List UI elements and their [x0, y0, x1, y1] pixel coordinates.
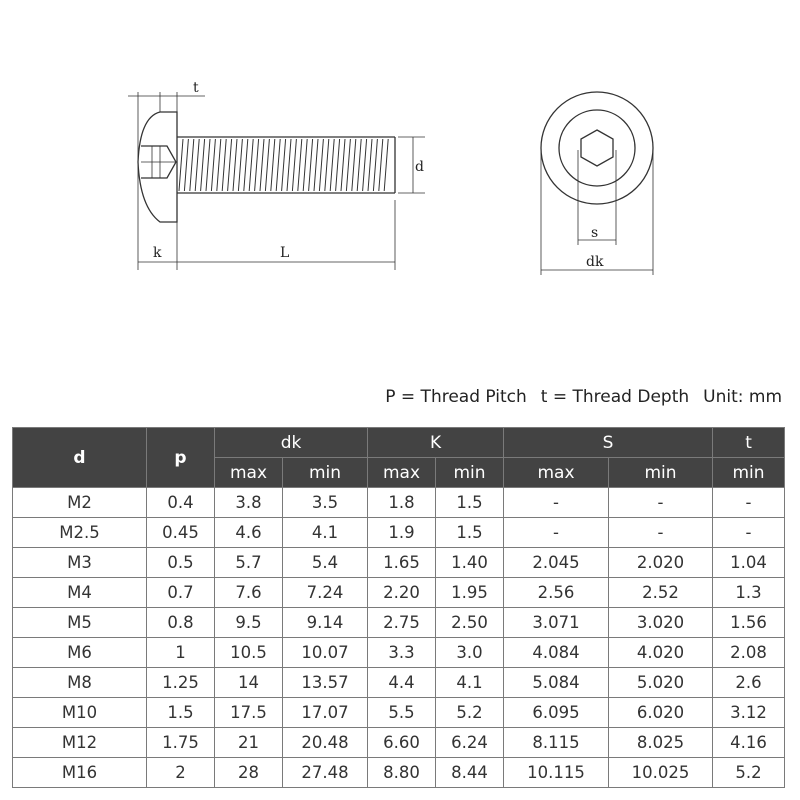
- head-outer-circle: [541, 92, 653, 204]
- value-cell: 3.020: [609, 608, 713, 638]
- header-d: d: [13, 428, 147, 488]
- table-row: [13, 488, 785, 518]
- value-cell: 2.50: [436, 608, 504, 638]
- value-cell: 4.1: [436, 668, 504, 698]
- value-cell: 0.8: [147, 608, 215, 638]
- value-cell: 5.2: [713, 758, 785, 788]
- value-cell: 20.48: [283, 728, 368, 758]
- value-cell: 4.6: [215, 518, 283, 548]
- value-cell: 5.020: [609, 668, 713, 698]
- value-cell: -: [713, 518, 785, 548]
- value-cell: 0.45: [147, 518, 215, 548]
- value-cell: 3.3: [368, 638, 436, 668]
- value-cell: 1.40: [436, 548, 504, 578]
- value-cell: 6.24: [436, 728, 504, 758]
- value-cell: 5.7: [215, 548, 283, 578]
- value-cell: 1.9: [368, 518, 436, 548]
- size-cell: M12: [13, 728, 147, 758]
- value-cell: 5.2: [436, 698, 504, 728]
- hex-socket: [581, 130, 613, 166]
- value-cell: 4.1: [283, 518, 368, 548]
- value-cell: -: [609, 488, 713, 518]
- value-cell: 2.52: [609, 578, 713, 608]
- legend-depth: t = Thread Depth: [540, 387, 690, 407]
- spec-table: [12, 427, 785, 788]
- dim-label-t: t: [193, 80, 199, 96]
- dim-label-k: k: [153, 245, 162, 261]
- size-cell: M2.5: [13, 518, 147, 548]
- value-cell: 1.25: [147, 668, 215, 698]
- value-cell: 5.084: [504, 668, 609, 698]
- value-cell: 10.07: [283, 638, 368, 668]
- value-cell: 2.6: [713, 668, 785, 698]
- value-cell: 1.3: [713, 578, 785, 608]
- value-cell: 2.08: [713, 638, 785, 668]
- table-row: [13, 698, 785, 728]
- thread-lines: [179, 139, 388, 191]
- value-cell: 6.60: [368, 728, 436, 758]
- value-cell: 1.56: [713, 608, 785, 638]
- table-row: [13, 758, 785, 788]
- value-cell: -: [504, 518, 609, 548]
- value-cell: 7.24: [283, 578, 368, 608]
- value-cell: 1.5: [436, 488, 504, 518]
- value-cell: 0.5: [147, 548, 215, 578]
- subheader: max: [215, 458, 283, 488]
- screw-technical-drawing: [0, 0, 800, 320]
- value-cell: 2.020: [609, 548, 713, 578]
- value-cell: 7.6: [215, 578, 283, 608]
- table-row: [13, 638, 785, 668]
- value-cell: 5.4: [283, 548, 368, 578]
- legend: [385, 387, 782, 407]
- value-cell: 6.095: [504, 698, 609, 728]
- value-cell: 17.5: [215, 698, 283, 728]
- subheader: max: [368, 458, 436, 488]
- value-cell: 10.115: [504, 758, 609, 788]
- size-cell: M16: [13, 758, 147, 788]
- table-row: [13, 668, 785, 698]
- value-cell: 0.7: [147, 578, 215, 608]
- dim-label-L: L: [280, 245, 290, 261]
- header-p: p: [147, 428, 215, 488]
- size-cell: M4: [13, 578, 147, 608]
- value-cell: 4.020: [609, 638, 713, 668]
- value-cell: 8.115: [504, 728, 609, 758]
- legend-unit: Unit: mm: [703, 387, 782, 407]
- size-cell: M2: [13, 488, 147, 518]
- subheader: max: [504, 458, 609, 488]
- header-s: S: [504, 428, 713, 458]
- value-cell: 2.75: [368, 608, 436, 638]
- table-row: [13, 578, 785, 608]
- value-cell: 4.4: [368, 668, 436, 698]
- size-cell: M3: [13, 548, 147, 578]
- screw-head-dome: [138, 112, 177, 222]
- value-cell: 8.025: [609, 728, 713, 758]
- value-cell: 8.44: [436, 758, 504, 788]
- value-cell: 9.14: [283, 608, 368, 638]
- value-cell: 10.025: [609, 758, 713, 788]
- value-cell: 4.084: [504, 638, 609, 668]
- dim-label-dk: dk: [586, 254, 604, 270]
- size-cell: M6: [13, 638, 147, 668]
- value-cell: 28: [215, 758, 283, 788]
- value-cell: -: [713, 488, 785, 518]
- value-cell: 1.75: [147, 728, 215, 758]
- subheader: min: [713, 458, 785, 488]
- value-cell: 3.8: [215, 488, 283, 518]
- value-cell: 14: [215, 668, 283, 698]
- head-inner-circle: [559, 110, 635, 186]
- size-cell: M10: [13, 698, 147, 728]
- subheader: min: [609, 458, 713, 488]
- value-cell: 2.045: [504, 548, 609, 578]
- value-cell: 27.48: [283, 758, 368, 788]
- header-dk: dk: [215, 428, 368, 458]
- value-cell: 10.5: [215, 638, 283, 668]
- value-cell: 1: [147, 638, 215, 668]
- value-cell: -: [504, 488, 609, 518]
- header-t: t: [713, 428, 785, 458]
- value-cell: 0.4: [147, 488, 215, 518]
- subheader: min: [283, 458, 368, 488]
- size-cell: M8: [13, 668, 147, 698]
- value-cell: 1.04: [713, 548, 785, 578]
- subheader: min: [436, 458, 504, 488]
- dim-label-s: s: [591, 225, 599, 241]
- value-cell: 4.16: [713, 728, 785, 758]
- value-cell: 8.80: [368, 758, 436, 788]
- table-row: [13, 548, 785, 578]
- value-cell: 2.56: [504, 578, 609, 608]
- legend-pitch: P = Thread Pitch: [385, 387, 527, 407]
- value-cell: 9.5: [215, 608, 283, 638]
- value-cell: 1.65: [368, 548, 436, 578]
- table-row: [13, 518, 785, 548]
- table-row: [13, 608, 785, 638]
- value-cell: 13.57: [283, 668, 368, 698]
- size-cell: M5: [13, 608, 147, 638]
- value-cell: 1.5: [436, 518, 504, 548]
- value-cell: 3.5: [283, 488, 368, 518]
- value-cell: 17.07: [283, 698, 368, 728]
- value-cell: 1.8: [368, 488, 436, 518]
- value-cell: 1.5: [147, 698, 215, 728]
- value-cell: 21: [215, 728, 283, 758]
- side-view: [128, 92, 425, 270]
- value-cell: 1.95: [436, 578, 504, 608]
- value-cell: 3.12: [713, 698, 785, 728]
- value-cell: 2.20: [368, 578, 436, 608]
- value-cell: 2: [147, 758, 215, 788]
- table-row: [13, 728, 785, 758]
- top-view: [541, 92, 653, 275]
- value-cell: 3.071: [504, 608, 609, 638]
- value-cell: 6.020: [609, 698, 713, 728]
- value-cell: -: [609, 518, 713, 548]
- spec-table-body: [13, 488, 785, 788]
- value-cell: 5.5: [368, 698, 436, 728]
- header-k: K: [368, 428, 504, 458]
- value-cell: 3.0: [436, 638, 504, 668]
- dim-label-d: d: [415, 159, 424, 175]
